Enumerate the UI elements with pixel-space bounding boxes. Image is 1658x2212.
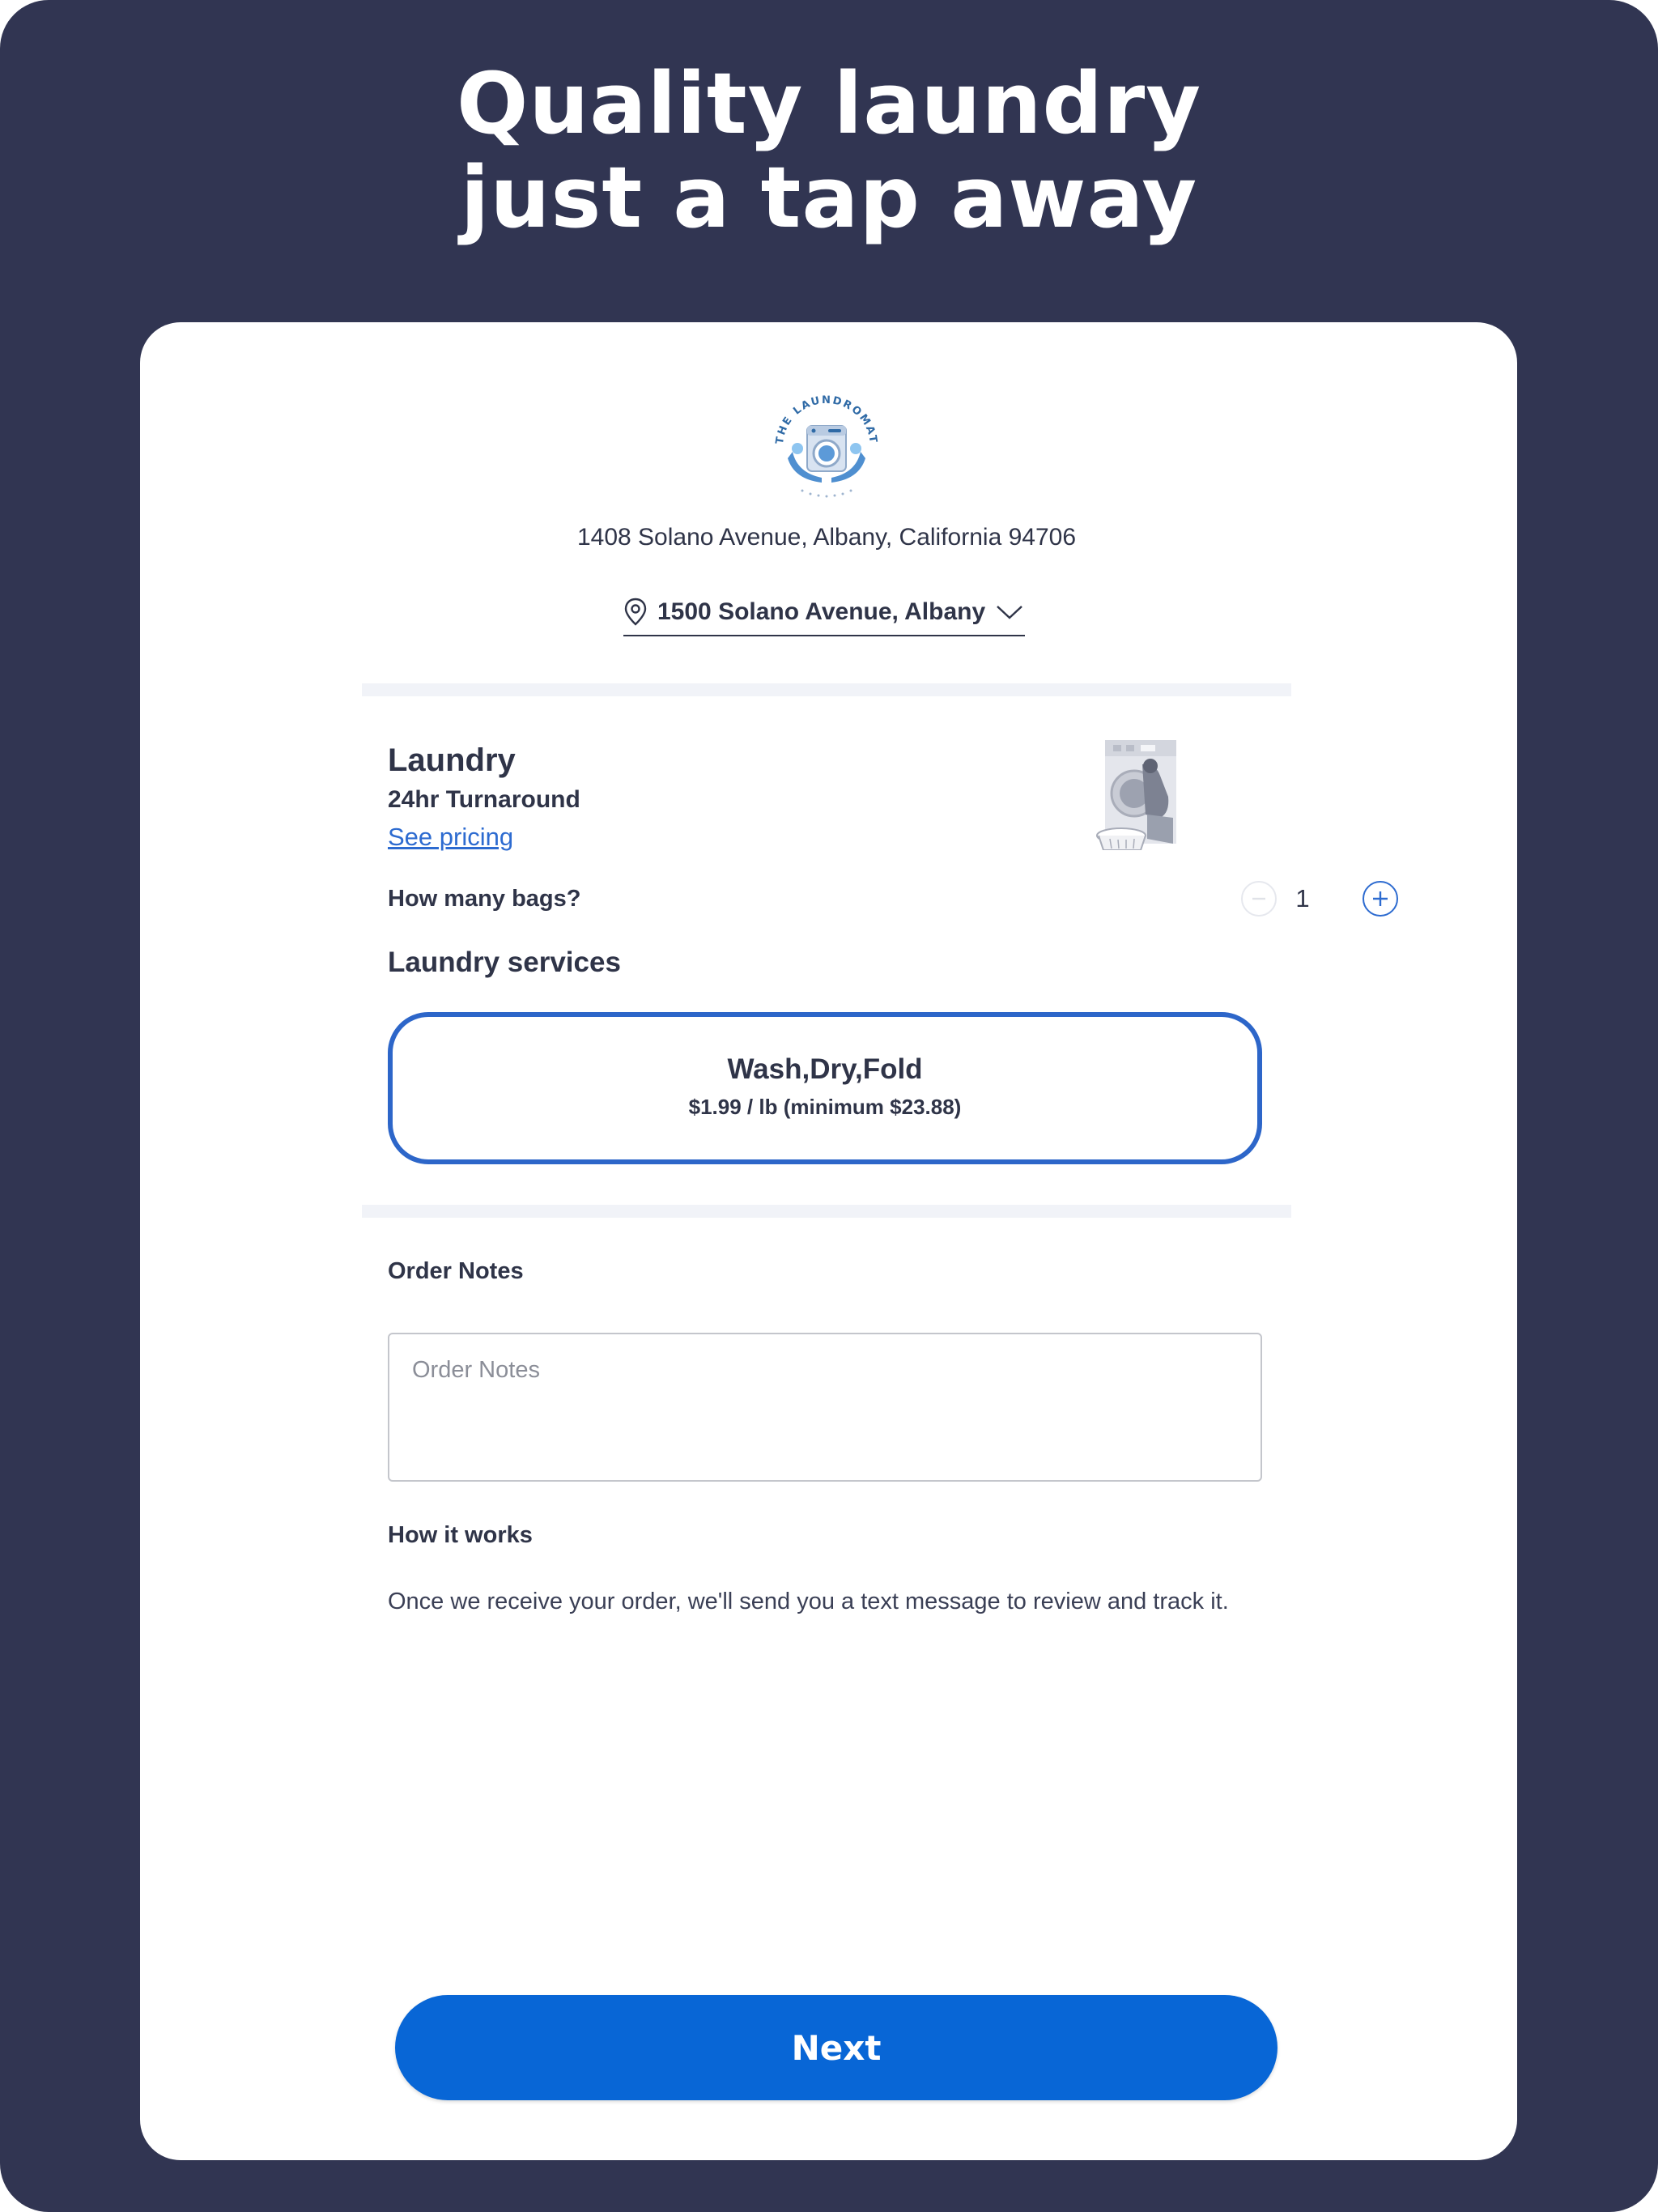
section-divider xyxy=(362,1205,1291,1218)
minus-circle-icon xyxy=(1249,889,1269,908)
page-headline xyxy=(0,54,1658,247)
laundry-illustration xyxy=(1095,740,1176,850)
selected-location-label: 1500 Solano Avenue, Albany xyxy=(657,598,986,625)
plus-circle-icon xyxy=(1371,889,1390,908)
section-divider xyxy=(362,683,1291,696)
order-notes-label: Order Notes xyxy=(388,1258,524,1284)
next-button[interactable]: Next xyxy=(395,1995,1278,2100)
location-dropdown[interactable] xyxy=(623,589,1025,636)
service-option-wash-dry-fold[interactable] xyxy=(388,1012,1262,1164)
svg-text:THE LAUNDROMAT: THE LAUNDROMAT xyxy=(773,393,880,445)
order-card xyxy=(140,322,1517,2160)
order-notes-input[interactable] xyxy=(388,1333,1262,1482)
decrement-bags-button[interactable] xyxy=(1241,881,1277,917)
laundromat-logo xyxy=(765,384,888,507)
how-it-works-text: Once we receive your order, we'll send you a text message to review and track it. xyxy=(388,1589,1229,1614)
turnaround-text: 24hr Turnaround xyxy=(388,786,580,813)
map-pin-icon xyxy=(623,598,648,627)
bags-question-label: How many bags? xyxy=(388,886,581,912)
store-address: 1408 Solano Avenue, Albany, California 94706 xyxy=(576,524,1077,551)
order-form xyxy=(362,322,1310,2160)
service-option-price: $1.99 / lb (minimum $23.88) xyxy=(688,1095,962,1119)
how-it-works-title: How it works xyxy=(388,1522,533,1548)
headline-line-2: just a tap away xyxy=(460,148,1198,247)
headline-line-1: Quality laundry xyxy=(456,54,1202,153)
service-category-title: Laundry xyxy=(388,742,516,778)
increment-bags-button[interactable] xyxy=(1363,881,1398,917)
laundry-services-title: Laundry services xyxy=(388,946,621,978)
service-option-name: Wash,Dry,Fold xyxy=(727,1053,923,1085)
chevron-down-icon xyxy=(996,604,1023,620)
bags-count: 1 xyxy=(1295,884,1310,912)
see-pricing-link[interactable]: See pricing xyxy=(388,823,514,851)
